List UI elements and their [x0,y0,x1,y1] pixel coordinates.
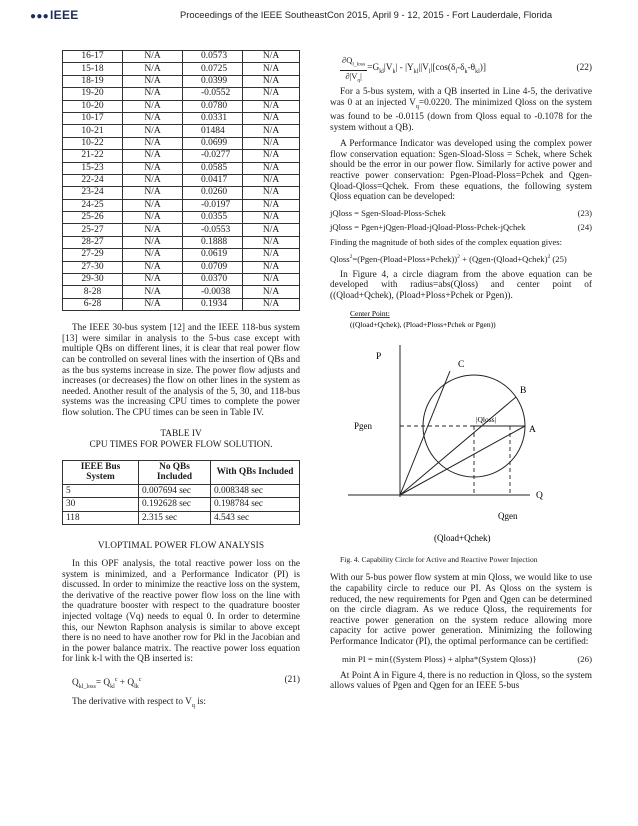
table-row [63,100,300,112]
table-cell: 0.0370 [183,274,243,286]
table-cell: N/A [123,236,183,248]
derivative-fraction [340,55,367,85]
magnitude-text: Finding the magnitude of both sides of the complex equation gives: [330,236,562,247]
table-cell: N/A [243,75,300,87]
table-cell: N/A [243,249,300,261]
table-cell: N/A [243,236,300,248]
table-cell: N/A [243,298,300,310]
table-cell: N/A [123,100,183,112]
table-row [63,88,300,100]
label-qgen: Qgen [498,511,518,522]
table-cell: 0.1934 [183,298,243,310]
table-cell: N/A [123,125,183,137]
line-to-c [400,371,450,495]
table-cell: 0.0725 [183,63,243,75]
table-row [63,63,300,75]
table-row [63,162,300,174]
paragraph-derivative: The derivative with respect to $V_q$ is: [72,696,206,709]
table-cell: 2.315 sec [139,511,211,525]
table-cell: 10-20 [63,100,123,112]
table-cell: N/A [123,224,183,236]
table-cell: 10-22 [63,137,123,149]
table-cell: 0.0585 [183,162,243,174]
table-iv-label: TABLE IV [160,428,202,439]
table-header-row [63,460,300,484]
cpu-times-table [62,460,300,526]
figure-caption: Fig. 4. Capability Circle for Active and Reactive Power Injection [340,555,538,565]
table-cell: -0.0038 [183,286,243,298]
right-column [330,55,592,692]
table-cell: 118 [63,511,139,525]
table-cell: 22-24 [63,174,123,186]
table-cell: 23-24 [63,187,123,199]
paragraph-figure-4: In Figure 4, a circle diagram from the above equation can be developed with radius=abs(Qloss) and center point of ((Qload+Qchek), (Pload+Ploss+Pchek or Pgen)). [330,269,592,301]
label-q: Q [536,491,543,502]
table-cell: N/A [123,249,183,261]
table-cell: 28-27 [63,236,123,248]
page-header [30,8,620,24]
capability-circle-diagram [330,307,592,547]
center-point-label: Center Point: [350,309,390,319]
line-flow-table [62,50,300,311]
table-cell: N/A [243,88,300,100]
equation-number: (24) [577,221,592,232]
equation-26: min PI = min{(System Ploss) + alpha*(System Qloss)} (26) [342,653,592,664]
equation-number: (23) [577,207,592,218]
section-title: VI.OPTIMAL POWER FLOW ANALYSIS [97,541,265,552]
table-cell: 0.0417 [183,174,243,186]
table-row [63,75,300,87]
equation-22 [330,55,592,84]
table-row [63,187,300,199]
table-cell: -0.0197 [183,199,243,211]
table-cell: N/A [123,174,183,186]
table-cell: N/A [243,112,300,124]
table-cell: 27-30 [63,261,123,273]
table-cell: N/A [123,274,183,286]
table-cell: 4.543 sec [211,511,300,525]
table-row [63,236,300,248]
table-cell: 0.0699 [183,137,243,149]
table-cell: N/A [123,150,183,162]
table-cell: 0.192628 sec [139,498,211,512]
table-row [63,112,300,124]
table-row [63,298,300,310]
line-to-a [400,426,525,495]
equation-23: jQloss = Sgen-Sload-Ploss-Schek (23) [330,207,592,218]
table-cell: 21-22 [63,150,123,162]
line-to-b [400,397,516,495]
table-cell: N/A [123,162,183,174]
table-cell: 19-20 [63,88,123,100]
table-cell: N/A [123,286,183,298]
equation-24: jQloss = Pgen+jQgen-Pload-jQload-Ploss-Pchek-jQchek (24) [330,221,592,232]
table-cell: N/A [243,162,300,174]
table-cell: -0.0552 [183,88,243,100]
table-cell: N/A [123,88,183,100]
table-cell: 0.0260 [183,187,243,199]
paragraph-capability-circle: With our 5-bus power flow system at min Qloss, we would like to use the capability circle to reduce our PI. As Qloss on the system is reduced, the new requirements for Pgen and Qgen can be determined on the circle diagram. As we reduce Qloss, the requirements for reactive power generation on the system reduce allowing more capacity for active power generation. Minimizing the following Performance Indicator (PI), the optimal performance can be certified: [330,573,592,647]
paragraph-performance-indicator: A Performance Indicator was developed using the complex power flow conservation equation: Sgen-Sload-Sloss = Schek, where Schek should be the error in our power flow. Similarly for active power and reactive power conservation: Pgen-Pload-Ploss=Pchek and Qgen-Qload-Qloss=Qchek. From these equations, the following system Qloss equation can be developed: [330,139,592,203]
table-cell: N/A [243,137,300,149]
table-cell: -0.0277 [183,150,243,162]
table-cell: 6-28 [63,298,123,310]
table-cell: 01484 [183,125,243,137]
table-row [63,174,300,186]
fraction-denominator: $\partial|V_q|$ [345,70,362,84]
table-cell: 0.0355 [183,212,243,224]
table-row [63,261,300,273]
table-cell: 0.0780 [183,100,243,112]
table-row [63,224,300,236]
column-header: With QBs Included [211,460,300,484]
table-row [63,249,300,261]
table-cell: N/A [243,187,300,199]
table-row [63,51,300,63]
table-cell: N/A [243,51,300,63]
table-cell: 29-30 [63,274,123,286]
table-cell: N/A [123,63,183,75]
label-qloss: |Qloss| [476,415,497,425]
left-column [62,50,300,711]
table-row [63,484,300,498]
table-cell: N/A [243,199,300,211]
table-cell: 0.0709 [183,261,243,273]
table-cell: 8-28 [63,286,123,298]
paragraph-opf: In this OPF analysis, the total reactive power loss on the system is minimized, and a Performance Indicator (PI) is discussed. In order to minimize the reactive loss on the system, the derivative of the reactive power flow loss on the line with the quadrature booster with respect to the quadrature booster injected voltage (Vq) needs to equal 0. In order to determine this, our Newton Raphson analysis is similar to above except there is no need to have another row for Pkl in the Jacobian and in the power balance matrix. The reactive power loss equation for link k-l with the QB inserted is: [62,559,300,665]
label-pgen: Pgen [354,421,372,432]
table-cell: 16-17 [63,51,123,63]
table-iv-title: CPU TIMES FOR POWER FLOW SOLUTION. [89,439,273,450]
table-cell: 0.198784 sec [211,498,300,512]
table-cell: 0.0399 [183,75,243,87]
table-cell: 10-17 [63,112,123,124]
proceedings-title: Proceedings of the IEEE SoutheastCon 2015, April 9 - 12, 2015 - Fort Lauderdale, Florida [180,9,553,20]
table-cell: 0.0331 [183,112,243,124]
equation-number: (26) [577,653,592,664]
table-row [63,125,300,137]
table-cell: 0.007694 sec [139,484,211,498]
table-cell: 5 [63,484,139,498]
column-header: No QBs Included [139,460,211,484]
table-cell: N/A [243,212,300,224]
table-cell: 27-29 [63,249,123,261]
equation-21: $Q_{kl\_loss}= Q_{kl}^c + Q_{lk}^c$ (21) [72,674,300,690]
table-cell: -0.0553 [183,224,243,236]
table-row [63,511,300,525]
table-cell: 18-19 [63,75,123,87]
capability-circle-figure [330,307,592,547]
table-cell: N/A [243,174,300,186]
table-cell: 10-21 [63,125,123,137]
center-point-value: ((Qload+Qchek), (Pload+Ploss+Pchek or Pgen)) [350,320,496,330]
table-row [63,137,300,149]
table-cell: N/A [123,261,183,273]
label-c: C [458,360,465,371]
table-cell: 30 [63,498,139,512]
equation-number: (21) [284,674,300,685]
table-row [63,498,300,512]
label-p: P [376,352,382,363]
table-cell: 24-25 [63,199,123,211]
label-bottom: (Qload+Qchek) [434,533,491,544]
table-row [63,212,300,224]
table-cell: N/A [243,224,300,236]
ieee-logo: ●●●IEEE [30,8,79,22]
table-cell: N/A [123,212,183,224]
table-cell: 0.0619 [183,249,243,261]
table-cell: 25-27 [63,224,123,236]
table-row [63,199,300,211]
paragraph-30-bus: The IEEE 30-bus system [12] and the IEEE 118-bus system [13] were similar in analysis to the 5-bus case except with multiple QBs on different lines, it is clear that real power flow can be controlled on several lines with the insertion of QBs and as the bus systems increase in size. The power flow adjusts and increases (or decreases) the flow on other lines in the system as needed. Another result of the analysis of the 5, 30, and 118-bus systems was the increasing CPU times to complete the power flow solution. The CPU times can be seen in Table IV. [62,323,300,418]
table-cell: 15-18 [63,63,123,75]
column-header: IEEE Bus System [63,460,139,484]
table-cell: N/A [243,286,300,298]
table-cell: 0.1888 [183,236,243,248]
table-cell: 0.0573 [183,51,243,63]
paragraph-5-bus-result: For a 5-bus system, with a QB inserted in Line 4-5, the derivative was 0 at an injected $V_q=0.0220$. The minimized Qloss on the system was found to be -0.0115 (down from Qloss equal to -0.1078 for the system without a QB). [330,87,592,133]
table-row [63,274,300,286]
table-cell: N/A [243,150,300,162]
table-cell: N/A [123,137,183,149]
table-cell: N/A [243,100,300,112]
equation-rhs: $=G_{kl}|V_k| - |Y_{kl}||V_l|[\cos(\delta_l-\delta_k-\theta_{kl})]$ [367,63,486,76]
equation-25: Qloss$^2$=(Pgen-(Pload+Ploss+Pchek))$^2$ + (Qgen-(Qload+Qchek)$^2$ (25) [330,253,567,264]
table-cell: N/A [123,199,183,211]
fraction-numerator: $\partial Q_{l\_loss}$ [340,55,367,71]
label-a: A [529,425,536,436]
table-iv-caption [62,429,300,451]
label-b: B [520,386,527,397]
table-cell: N/A [123,51,183,63]
table-cell: N/A [123,187,183,199]
equation-number: (22) [576,63,592,73]
table-cell: N/A [123,112,183,124]
paragraph-point-a: At Point A in Figure 4, there is no reduction in Qloss, so the system allows values of Pgen and Qgen for an IEEE 5-bus [330,670,592,692]
table-cell: N/A [243,63,300,75]
table-cell: 15-23 [63,162,123,174]
table-cell: 25-26 [63,212,123,224]
table-cell: 0.008348 sec [211,484,300,498]
table-cell: N/A [243,274,300,286]
table-cell: N/A [123,75,183,87]
table-row [63,286,300,298]
table-cell: N/A [243,261,300,273]
table-cell: N/A [123,298,183,310]
table-cell: N/A [243,125,300,137]
table-row [63,150,300,162]
